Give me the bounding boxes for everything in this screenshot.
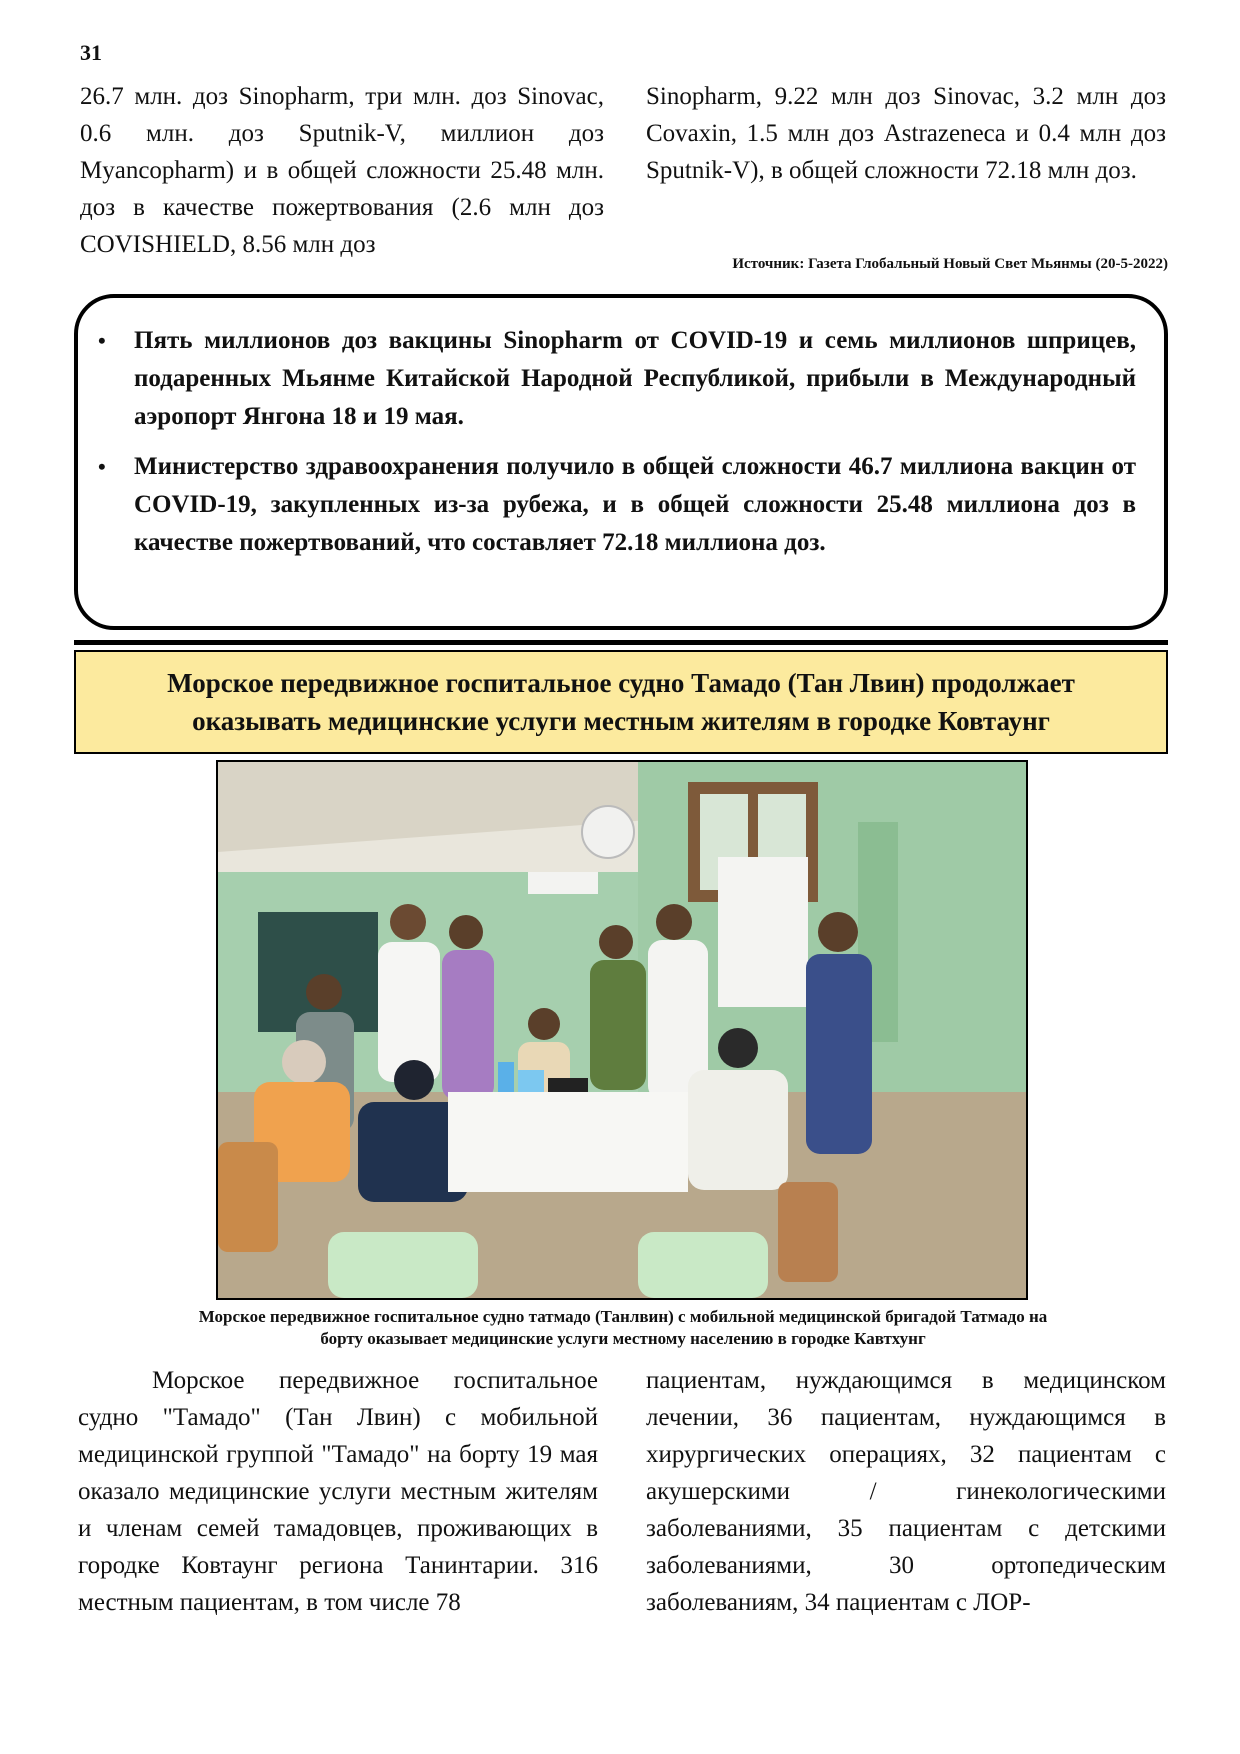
bullet-icon: • xyxy=(98,454,106,479)
highlights-list xyxy=(78,298,1164,562)
top-right-column: Sinopharm, 9.22 млн доз Sinovac, 3.2 млн доз Covaxin, 1.5 млн доз Astrazeneca и 0.4 млн доз Sputnik-V), в общей сложности 72.18 млн доз. xyxy=(646,83,1166,184)
top-text-columns xyxy=(80,78,1166,263)
top-left-column: 26.7 млн. доз Sinopharm, три млн. доз Sinovac, 0.6 млн. доз Sputnik-V, миллион доз Myancopharm) и в общей сложности 25.48 млн. доз в качестве пожертвования (2.6 млн доз COVISHIELD, 8.56 млн доз xyxy=(80,83,604,258)
caption-line-1: Морское передвижное госпитальное судно татмадо (Танлвин) с мобильной медицинской бригадой Татмадо на xyxy=(198,1307,1048,1326)
page-number: 31 xyxy=(80,40,102,65)
article-headline xyxy=(74,650,1168,754)
caption-line-2: борту оказывает медицинские услуги местному населению в городке Кавтхунг xyxy=(320,1329,926,1348)
highlight-text: Пять миллионов доз вакцины Sinopharm от COVID-19 и семь миллионов шприцев, подаренных Мьянме Китайской Народной Республикой, прибыли в Международный аэропорт Янгона 18 и 19 мая. xyxy=(134,327,1136,430)
highlight-text: Министерство здравоохранения получило в общей сложности 46.7 миллиона вакцин от COVID-19, закупленных из-за рубежа, и в общей сложности 25.48 миллиона доз в качестве пожертвований, что составляет 72.18 миллиона доз. xyxy=(134,453,1136,556)
source-citation: Источник: Газета Глобальный Новый Свет Мьянмы (20-5-2022) xyxy=(732,256,1168,272)
bullet-icon: • xyxy=(98,328,106,353)
headline-line-1: Морское передвижное госпитальное судно Тамадо (Тан Лвин) продолжает xyxy=(167,668,1075,698)
body-text-columns xyxy=(78,1362,1166,1621)
body-right-column xyxy=(646,1362,1166,1621)
body-right-paragraph: пациентам, нуждающимся в медицинском лечении, 36 пациентам, нуждающимся в хирургических операциях, 32 пациентам с акушерскими / гинекологическими заболеваниями, 35 пациентам с детскими заболеваниями, 30 ортопедическим заболеваниям, 34 пациентам с ЛОР- xyxy=(646,1367,1166,1616)
highlight-item xyxy=(98,448,1136,562)
body-left-paragraph: Морское передвижное госпитальное судно "Тамадо" (Тан Лвин) с мобильной медицинской группой "Тамадо" на борту 19 мая оказало медицинские услуги местным жителям и членам семей тамадовцев, проживающих в городке Ковтаунг региона Танинтарии. 316 местным пациентам, в том числе 78 xyxy=(78,1367,598,1616)
photo-caption xyxy=(80,1306,1166,1350)
divider xyxy=(74,640,1168,645)
article-photo xyxy=(216,760,1028,1300)
headline-line-2: оказывать медицинские услуги местным жителям в городке Ковтаунг xyxy=(192,706,1050,736)
highlights-box xyxy=(74,294,1168,630)
body-left-column xyxy=(78,1362,598,1621)
highlight-item xyxy=(98,322,1136,436)
photo-medical-scene-icon xyxy=(218,762,1026,1298)
